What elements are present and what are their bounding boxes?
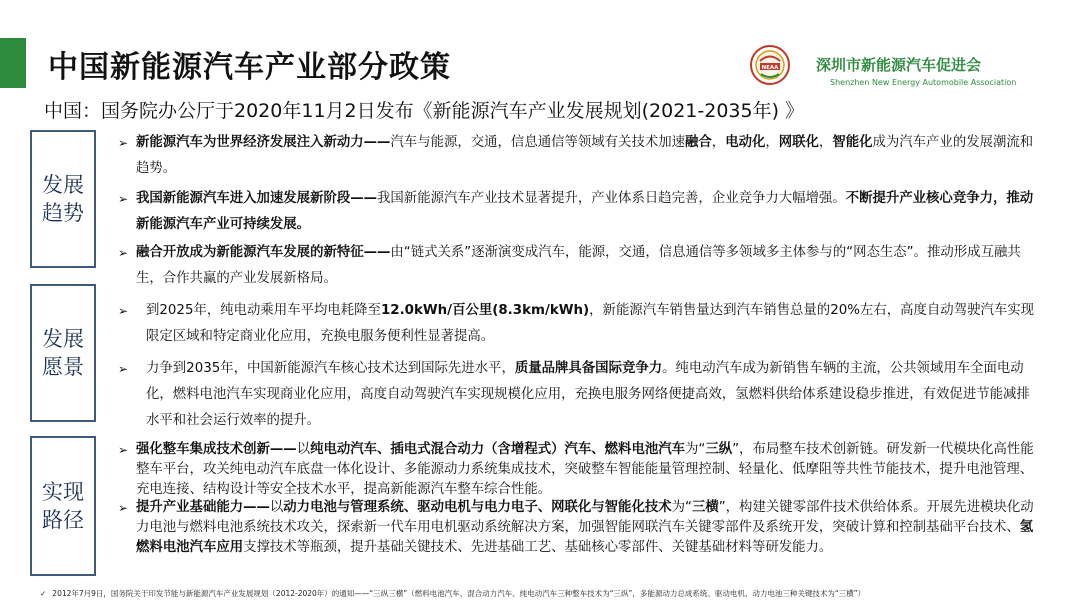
text-run: 到2025年，纯电动乘用车平均电耗降至 xyxy=(146,303,381,318)
bullet-text xyxy=(136,186,1036,238)
text-run: 以 xyxy=(296,442,311,457)
section-label-trend: 发展 趋势 xyxy=(42,173,84,225)
policy-subtitle: 中国：国务院办公厅于2020年11月2日发布《新能源汽车产业发展规划(2021-2035年) 》 xyxy=(44,100,805,122)
bold-text: 质量品牌具备国际竞争力 xyxy=(514,361,663,376)
bullet-text xyxy=(136,130,1036,182)
bold-text: 融合开放成为新能源汽车发展的新特征—— xyxy=(136,245,391,260)
bold-text: 新能源汽车为世界经济发展注入新动力—— xyxy=(136,135,391,150)
text-run: 以 xyxy=(269,500,284,515)
text-run: ， xyxy=(818,135,833,150)
bullet-arrow-icon: ➢ xyxy=(118,246,129,260)
bold-text: 智能化 xyxy=(832,135,873,150)
bullet-text xyxy=(136,440,1046,500)
text-run: ，新能源汽车销售量达到汽车销售总量的20%左右，高度自动驾驶汽车实现限定区域和特定商业化应用，充换电服务便利性显著提高。 xyxy=(146,303,1035,344)
bullet-arrow-icon: ➢ xyxy=(118,501,129,515)
section-label-vision: 发展 愿景 xyxy=(42,327,84,379)
text-run: 我国新能源汽车产业技术显著提升，产业体系日趋完善，企业竞争力大幅增强。 xyxy=(377,191,846,206)
text-run: 由“链式关系”逐渐演变成汽车，能源，交通，信息通信等多领域多主体参与的“网态生态”。推动形成互融共生，合作共赢的产业发展新格局。 xyxy=(136,245,1021,286)
bold-text: 网联化 xyxy=(778,135,819,150)
bold-text: 纯电动汽车、插电式混合动力（含增程式）汽车、燃料电池汽车 xyxy=(310,442,686,457)
text-run: 汽车与能源，交通，信息通信等领域有关技术加速 xyxy=(390,135,686,150)
text-run: 力争到2035年，中国新能源汽车核心技术达到国际先进水平， xyxy=(146,361,515,376)
bold-text: 强化整车集成技术创新—— xyxy=(136,442,297,457)
bullet-text xyxy=(146,356,1036,434)
svg-text:NEAA: NEAA xyxy=(761,65,779,71)
text-run: 为“ xyxy=(685,442,706,457)
text-run: ”，构建关键零部件技术供给体系。开展先进模块化动力电池与燃料电池系统技术攻关，探索新一代车用电机驱动系统解决方案，加强智能网联汽车关键零部件及系统开发，突破计算和控制基础平台技术、 xyxy=(136,500,1034,535)
bold-text: 三纵 xyxy=(705,442,733,457)
footnote xyxy=(40,588,865,599)
check-icon: ✓ xyxy=(40,589,47,598)
footnote-text: 2012年7月9日，国务院关于印发节能与新能源汽车产业发展规划（2012-2020年）的通知——“三纵三横”（燃料电池汽车、混合动力汽车、纯电动汽车三种整车技术为“三纵”，多能源动力总成系统、驱动电机、动力电池三种关键技术为“三横”） xyxy=(52,589,866,598)
section-label-path: 实现 路径 xyxy=(42,480,84,532)
bullet-text xyxy=(146,298,1036,350)
bold-text: 电动化 xyxy=(725,135,766,150)
bold-text: 我国新能源汽车进入加速发展新阶段—— xyxy=(136,191,378,206)
bold-text: 提升产业基础能力—— xyxy=(136,500,270,515)
bold-text: 不断提升产业核心竞争力，推动新能源汽车产业可持续发展。 xyxy=(136,191,1034,232)
page-title: 中国新能源汽车产业部分政策 xyxy=(48,50,451,85)
bold-text: 12.0kWh/百公里(8.3km/kWh) xyxy=(380,303,590,318)
association-name: 深圳市新能源汽车促进会 xyxy=(816,56,982,74)
association-logo xyxy=(748,44,810,86)
bullet-arrow-icon: ➢ xyxy=(118,304,129,318)
bold-text: 三横 xyxy=(691,500,719,515)
section-box-path xyxy=(30,436,96,576)
bullet-arrow-icon: ➢ xyxy=(118,362,129,376)
bold-text: 融合 xyxy=(685,135,712,150)
text-run: 成为汽车产业的发展潮流和趋势。 xyxy=(136,135,1034,176)
section-box-trend xyxy=(30,130,96,268)
bold-text: 氢燃料电池汽车应用 xyxy=(136,520,1034,555)
text-run: ”，布局整车技术创新链。研发新一代模块化高性能整车平台，攻关纯电动汽车底盘一体化设计、多能源动力系统集成技术，突破整车智能能量管理控制、轻量化、低摩阻等共性节能技术，提升电池管理、充电连接、结构设计等安全技术水平，提高新能源汽车整车综合性能。 xyxy=(136,442,1034,497)
text-run: ， xyxy=(765,135,779,150)
text-run: ， xyxy=(711,135,726,150)
bullet-text xyxy=(136,498,1046,558)
bullet-arrow-icon: ➢ xyxy=(118,192,129,206)
section-box-vision xyxy=(30,284,96,422)
text-run: 。纯电动汽车成为新销售车辆的主流，公共领域用车全面电动化，燃料电池汽车实现商业化应用，高度自动驾驶汽车实现规模化应用，充换电服务网络便捷高效，氢燃料供给体系建设稳步推进，有效促进节能减排水平和社会运行效率的提升。 xyxy=(146,361,1030,428)
bullet-text xyxy=(136,240,1036,292)
text-run: 为“ xyxy=(671,500,692,515)
text-run: 支撑技术等瓶颈，提升基础关键技术、先进基础工艺、基础核心零部件、关键基础材料等研发能力。 xyxy=(243,540,833,555)
bullet-arrow-icon: ➢ xyxy=(118,136,129,150)
bold-text: 动力电池与管理系统、驱动电机与电力电子、网联化与智能化技术 xyxy=(283,500,672,515)
accent-bar xyxy=(0,38,26,88)
bullet-arrow-icon: ➢ xyxy=(118,443,129,457)
association-name-en: Shenzhen New Energy Automobile Association xyxy=(830,78,1017,87)
